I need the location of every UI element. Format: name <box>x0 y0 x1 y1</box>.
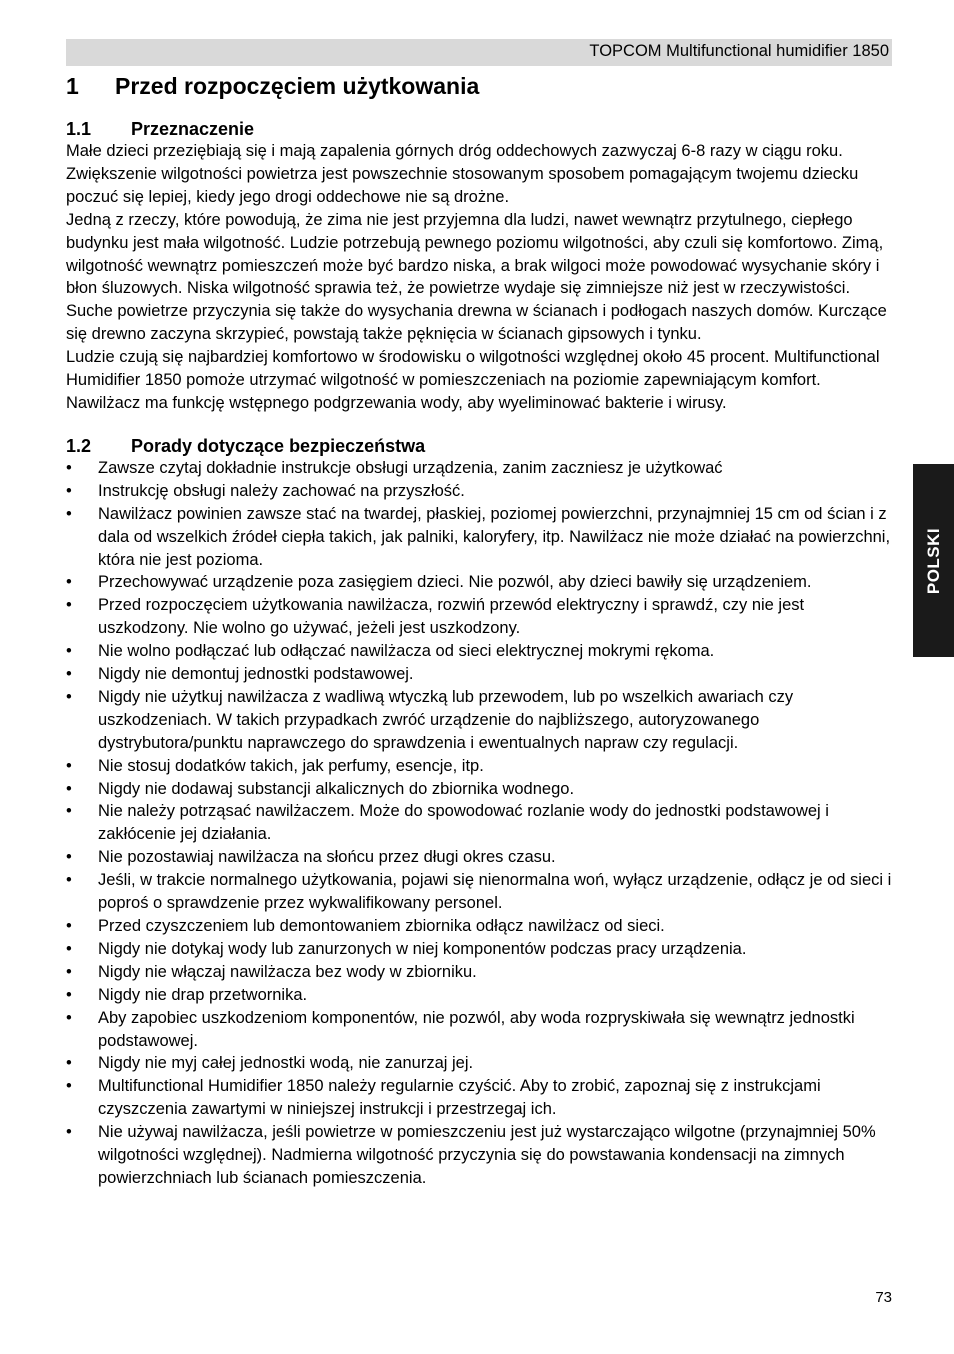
bullet: • <box>66 871 72 890</box>
bullet: • <box>66 1077 72 1096</box>
bullet: • <box>66 1008 72 1027</box>
list-item-text: Aby zapobiec uszkodzeniom komponentów, nie pozwól, aby woda rozpryskiwała się wewnątrz jednostki podstawowej. <box>98 1008 855 1050</box>
paragraph: Małe dzieci przeziębiają się i mają zapalenia górnych dróg oddechowych zazwyczaj 6-8 razy w ciągu roku. Zwiększenie wilgotności powietrza jest powszechnie stosowanym sposobem pomagającym twojemu dziecku poczuć się lepiej, kiedy jego drogi oddechowe nie są drożne. <box>66 142 859 206</box>
bullet: • <box>66 504 72 523</box>
bullet: • <box>66 481 72 500</box>
running-header <box>66 39 892 66</box>
bullet: • <box>66 962 72 981</box>
list-item <box>66 686 892 755</box>
list-item-text: Nie stosuj dodatków takich, jak perfumy, esencje, itp. <box>98 756 484 775</box>
bullet: • <box>66 458 72 477</box>
list-item-text: Zawsze czytaj dokładnie instrukcje obsługi urządzenia, zanim zaczniesz je użytkować <box>98 458 723 477</box>
bullet: • <box>66 596 72 615</box>
list-item-text: Nigdy nie włączaj nawilżacza bez wody w zbiorniku. <box>98 962 477 981</box>
bullet: • <box>66 687 72 706</box>
bullet: • <box>66 642 72 661</box>
list-item-text: Jeśli, w trakcie normalnego użytkowania, pojawi się nienormalna woń, wyłącz urządzenie, odłącz je od sieci i poproś o sprawdzenie przez wykwalifikowany personel. <box>98 871 892 913</box>
list-item <box>66 1075 892 1121</box>
list-item-text: Instrukcję obsługi należy zachować na przyszłość. <box>98 481 465 500</box>
language-tab-label: POLSKI <box>923 527 943 594</box>
list-item <box>66 755 892 778</box>
list-item <box>66 503 892 572</box>
list-item <box>66 846 892 869</box>
bullet: • <box>66 939 72 958</box>
chapter-number: 1 <box>66 73 79 99</box>
list-item-text: Nie wolno podłączać lub odłączać nawilżacza od sieci elektrycznej mokrymi rękoma. <box>98 642 715 661</box>
paragraph: Jedną z rzeczy, które powodują, że zima nie jest przyjemna dla ludzi, nawet wewnątrz przytulnego, ciepłego budynku jest mała wilgotność. Ludzie potrzebują pewnego poziomu wilgotności, aby czuli się komfortowo. Zimą, wilgotność wewnątrz pomieszczeń może być bardzo niska, a brak wilgoci może powodować wysychanie skóry i błon śluzowych. Niska wilgotność sprawia też, że powietrze wydaje się zimniejsze niż jest w rzeczywistości. Suche powietrze przyczynia się także do wysychania drewna w ścianach i podłogach naszych domów. Kurczące się drewno zaczyna skrzypieć, powstają także pęknięcia w ścianach gipsowych i tynku. <box>66 210 887 344</box>
list-item <box>66 961 892 984</box>
list-item <box>66 571 892 594</box>
list-item <box>66 800 892 846</box>
safety-list <box>66 457 892 1190</box>
list-item-text: Przechowywać urządzenie poza zasięgiem dzieci. Nie pozwól, aby dzieci bawiły się urządzeniem. <box>98 573 812 592</box>
list-item-text: Multifunctional Humidifier 1850 należy regularnie czyścić. Aby to zrobić, zapoznaj się z instrukcjami czyszczenia zawartymi w niniejszej instrukcji i przestrzegaj ich. <box>98 1077 821 1119</box>
section-1-number: 1.1 <box>66 119 92 139</box>
list-item <box>66 640 892 663</box>
list-item <box>66 594 892 640</box>
list-item <box>66 778 892 801</box>
page-content <box>66 72 892 1190</box>
list-item-text: Nigdy nie dodawaj substancji alkalicznych do zbiornika wodnego. <box>98 779 575 798</box>
language-tab <box>913 464 954 657</box>
list-item <box>66 663 892 686</box>
list-item-text: Przed rozpoczęciem użytkowania nawilżacza, rozwiń przewód elektryczny i sprawdź, czy nie jest uszkodzony. Nie wolno go używać, jeżeli jest uszkodzony. <box>98 596 805 638</box>
list-item <box>66 1007 892 1053</box>
bullet: • <box>66 802 72 821</box>
bullet: • <box>66 779 72 798</box>
section-2-heading <box>66 435 892 457</box>
list-item-text: Nie używaj nawilżacza, jeśli powietrze w pomieszczeniu jest już wystarczająco wilgotne (przynajmniej 50% wilgotności względnej). Nadmierna wilgotność przyczynia się do powstawania kondensacji na zimnych powierzchniach lub ścianach pomieszczenia. <box>98 1123 876 1187</box>
running-header-title: TOPCOM Multifunctional humidifier 1850 <box>589 42 889 60</box>
bullet: • <box>66 573 72 592</box>
section-2-number: 1.2 <box>66 435 92 456</box>
list-item-text: Nigdy nie demontuj jednostki podstawowej. <box>98 665 414 684</box>
list-item-text: Nawilżacz powinien zawsze stać na twardej, płaskiej, poziomej powierzchni, przynajmniej 15 cm od ścian i z dala od wszelkich źródeł ciepła takich, jak palniki, kaloryfery, itp. Nawilżacz nie może działać na powierzchni, która nie jest pozioma. <box>98 504 891 569</box>
list-item <box>66 869 892 915</box>
bullet: • <box>66 917 72 935</box>
section-1-body <box>66 140 892 415</box>
list-item-text: Nie należy potrząsać nawilżaczem. Może do spowodować rozlanie wody do jednostki podstawowej i zakłócenie jej działania. <box>98 802 829 844</box>
bullet: • <box>66 1054 72 1073</box>
list-item <box>66 984 892 1007</box>
list-item <box>66 480 892 503</box>
list-item-text: Nigdy nie dotykaj wody lub zanurzonych w niej komponentów podczas pracy urządzenia. <box>98 939 747 958</box>
section-2-title: Porady dotyczące bezpieczeństwa <box>131 435 426 456</box>
section-1-title: Przeznaczenie <box>131 119 255 139</box>
list-item <box>66 1052 892 1075</box>
bullet: • <box>66 756 72 775</box>
list-item <box>66 915 892 938</box>
paragraph: Nawilżacz ma funkcję wstępnego podgrzewania wody, aby wyeliminować bakterie i wirusy. <box>66 393 727 412</box>
bullet: • <box>66 665 72 684</box>
list-item <box>66 938 892 961</box>
page-number: 73 <box>875 1289 892 1306</box>
paragraph: Ludzie czują się najbardziej komfortowo w środowisku o wilgotności względnej około 45 procent. Multifunctional Humidifier 1850 pomoże utrzymać wilgotność w pomieszczeniach na poziomie zapewniającym komfort. <box>66 348 880 390</box>
bullet: • <box>66 848 72 867</box>
list-item <box>66 1121 892 1190</box>
list-item-text: Nie pozostawiaj nawilżacza na słońcu przez długi okres czasu. <box>98 848 556 867</box>
list-item-text: Przed czyszczeniem lub demontowaniem zbiornika odłącz nawilżacz od sieci. <box>98 917 665 935</box>
list-item-text: Nigdy nie drap przetwornika. <box>98 985 308 1004</box>
list-item-text: Nigdy nie użytkuj nawilżacza z wadliwą wtyczką lub przewodem, lub po wszelkich awariach czy uszkodzeniach. W takich przypadkach zwróć urządzenie do najbliższego, autoryzowanego dystrybutora/punktu naprawczego do sprawdzenia i ewentualnych napraw czy regulacji. <box>98 687 794 752</box>
section-1-heading <box>66 118 892 140</box>
bullet: • <box>66 985 72 1004</box>
bullet: • <box>66 1123 72 1142</box>
list-item-text: Nigdy nie myj całej jednostki wodą, nie zanurzaj jej. <box>98 1054 474 1073</box>
list-item <box>66 457 892 480</box>
chapter-title: Przed rozpoczęciem użytkowania <box>115 73 480 99</box>
chapter-heading <box>66 72 892 100</box>
